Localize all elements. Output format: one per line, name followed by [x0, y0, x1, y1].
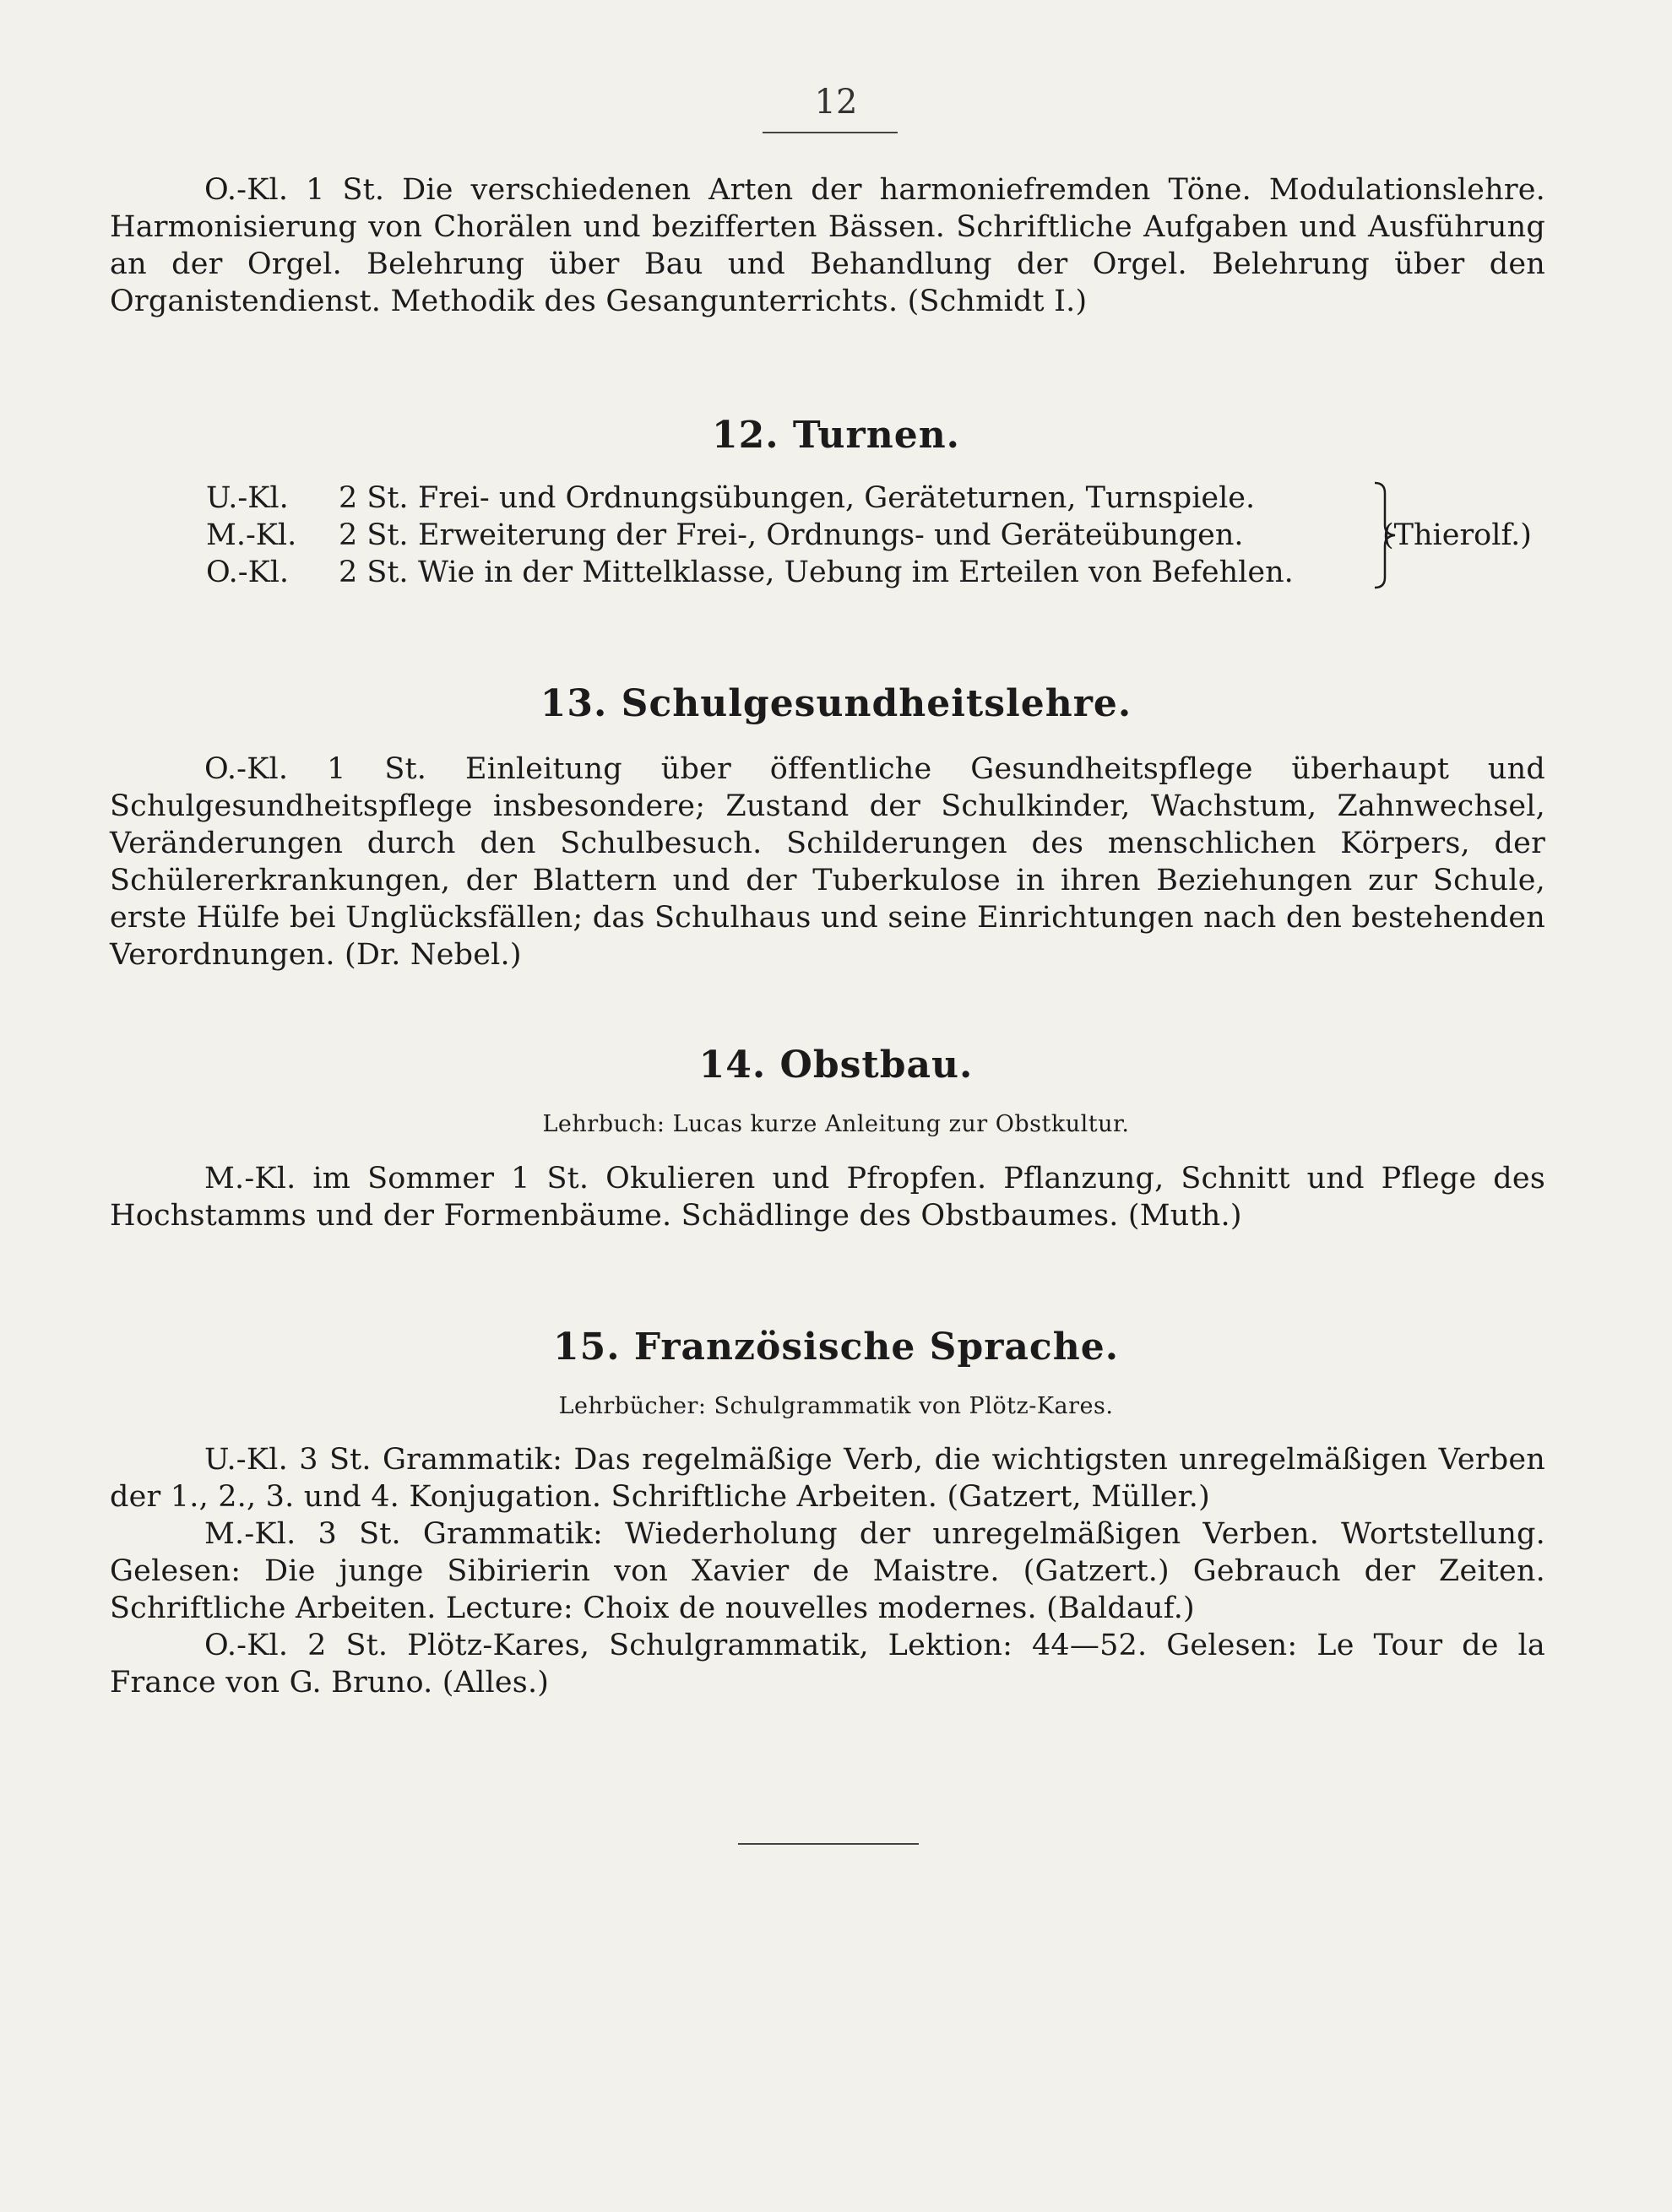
- franzoesisch-oberklasse: O.-Kl. 2 St. Plötz-Kares, Schulgrammatik, Lektion: 44—52. Gelesen: Le Tour de la France von G. Bruno. (Alles.): [110, 1629, 1545, 1700]
- footer-rule: [738, 1843, 919, 1845]
- gesundheit-heading: 13. Schulgesundheitslehre.: [540, 682, 1132, 725]
- turnen-row-oberklasse: [206, 554, 1557, 591]
- obstbau-paragraph: M.-Kl. im Sommer 1 St. Okulieren und Pfropfen. Pflanzung, Schnitt und Pflege des Hochstamms und der Formenbäume. Schädlinge des Obstbaumes. (Muth.): [110, 1162, 1545, 1233]
- obstbau-heading: 14. Obstbau.: [698, 1044, 974, 1087]
- turnen-teacher: (Thierolf.): [1382, 518, 1532, 552]
- row-text: Erweiterung der Frei-, Ordnungs- und Geräteübungen.: [418, 518, 1244, 552]
- class-label: O.-Kl.: [206, 556, 290, 589]
- franzoesisch-heading: 15. Französische Sprache.: [552, 1326, 1120, 1369]
- page-number: 12: [814, 83, 858, 122]
- turnen-list: [206, 480, 1557, 591]
- class-label: M.-Kl.: [206, 518, 297, 552]
- turnen-heading: 12. Turnen.: [711, 414, 961, 457]
- class-label: U.-Kl.: [206, 481, 289, 515]
- hours-label: 2 St.: [339, 518, 409, 552]
- franzoesisch-section: [110, 1441, 1545, 1701]
- gesundheit-paragraph: O.-Kl. 1 St. Einleitung über öffentliche Gesundheitspflege überhaupt und Schulgesundheitspflege insbesondere; Zustand der Schulkinder, Wachstum, Zahnwechsel, Veränderungen durch den Schulbesuch. Schilderungen des menschlichen Körpers, der Schülererkrankungen, der Blattern und der Tuberkulose in ihren Beziehungen zur Schule, erste Hülfe bei Unglücksfällen; das Schulhaus und seine Einrichtungen nach den bestehenden Verordnungen. (Dr. Nebel.): [110, 752, 1545, 972]
- turnen-row-mittelklasse: [206, 517, 1557, 554]
- obstbau-section: [110, 1160, 1545, 1234]
- organ-section: [110, 171, 1545, 320]
- franzoesisch-textbook: Lehrbücher: Schulgrammatik von Plötz-Kares.: [558, 1393, 1114, 1419]
- turnen-row-unterklasse: [206, 480, 1557, 517]
- header-rule: [763, 132, 898, 133]
- gesundheit-section: [110, 751, 1545, 973]
- obstbau-textbook: Lehrbuch: Lucas kurze Anleitung zur Obstkultur.: [542, 1111, 1130, 1137]
- row-text: Wie in der Mittelklasse, Uebung im Erteilen von Befehlen.: [418, 556, 1294, 589]
- organ-paragraph: O.-Kl. 1 St. Die verschiedenen Arten der harmoniefremden Töne. Modulationslehre. Harmonisierung von Chorälen und bezifferten Bässen. Schriftliche Aufgaben und Ausführung an der Orgel. Belehrung über Bau und Behandlung der Orgel. Belehrung über den Organistendienst. Methodik des Gesangunterrichts. (Schmidt I.): [110, 173, 1545, 318]
- franzoesisch-mittelklasse: M.-Kl. 3 St. Grammatik: Wiederholung der unregelmäßigen Verben. Wortstellung. Gelesen: Die junge Sibirierin von Xavier de Maistre. (Gatzert.) Gebrauch der Zeiten. Schriftliche Arbeiten. Lecture: Choix de nouvelles modernes. (Baldauf.): [110, 1517, 1545, 1625]
- hours-label: 2 St.: [339, 556, 409, 589]
- row-text: Frei- und Ordnungsübungen, Geräteturnen, Turnspiele.: [418, 481, 1256, 515]
- hours-label: 2 St.: [339, 481, 409, 515]
- franzoesisch-unterklasse: U.-Kl. 3 St. Grammatik: Das regelmäßige Verb, die wichtigsten unregelmäßigen Verben der 1., 2., 3. und 4. Konjugation. Schriftliche Arbeiten. (Gatzert, Müller.): [110, 1443, 1545, 1514]
